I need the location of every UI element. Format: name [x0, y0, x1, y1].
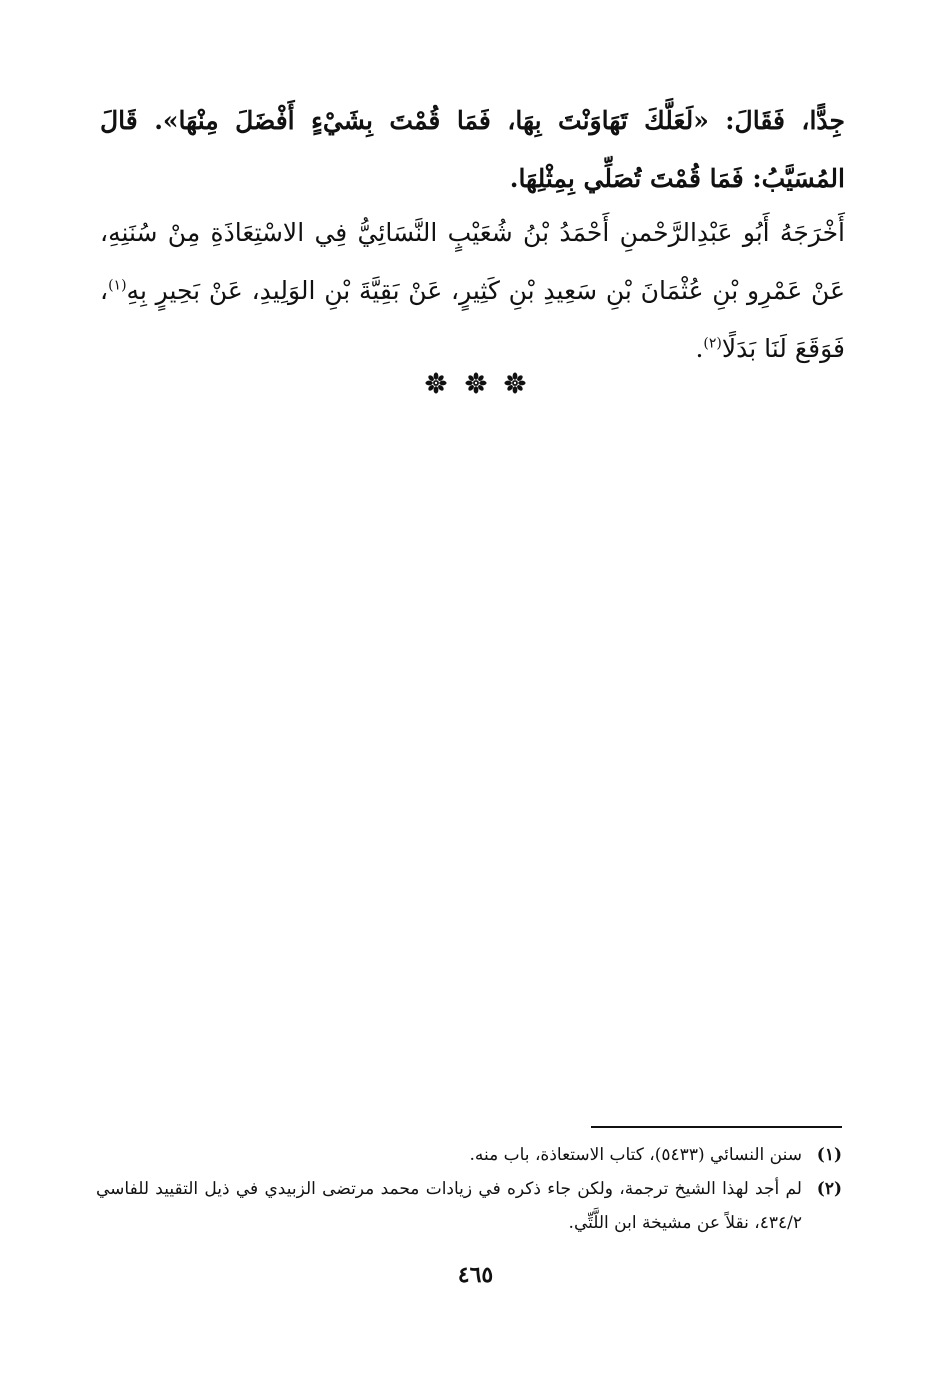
- section-divider-ornaments: [0, 372, 951, 394]
- para2-middle: ، فَوَقَعَ لَنَا بَدَلًا: [100, 276, 845, 363]
- para1-part2: لَعَلَّكَ تَهَاوَنْتَ بِهَا، فَمَا قُمْتَ بِشَيْءٍ أَفْضَلَ مِنْهَا: [178, 106, 694, 135]
- footnote-2: [96, 1172, 842, 1240]
- para1-part1: جِدًّا، فَقَالَ: «: [693, 106, 845, 135]
- footnote-separator: [591, 1126, 842, 1128]
- paragraph-hadith-text: [100, 92, 845, 208]
- para1-part3: ». قَالَ المُسَيَّبُ:: [100, 106, 845, 193]
- flower-ornament-icon: [504, 372, 526, 394]
- flower-ornament-icon: [465, 372, 487, 394]
- footnote-ref-2[interactable]: (٢): [703, 335, 722, 352]
- footnotes: [96, 1138, 842, 1240]
- flower-ornament-icon: [425, 372, 447, 394]
- footnote-number: (٢): [816, 1179, 842, 1199]
- para1-part5: .: [509, 164, 519, 193]
- page-number: ٤٦٥: [457, 1262, 494, 1288]
- footnote-ref-1[interactable]: (١): [108, 277, 127, 294]
- para2-text: أَخْرَجَهُ أَبُو عَبْدِالرَّحْمنِ أَحْمَدُ بْنُ شُعَيْبٍ النَّسَائِيُّ فِي الاسْتِعَاذَةِ مِنْ سُنَنِهِ، عَنْ عَمْرِو بْنِ عُثْمَانَ بْنِ سَعِيدِ بْنِ كَثِيرٍ، عَنْ بَقِيَّةَ بْنِ الوَلِيدِ، عَنْ بَحِيرٍ بِهِ: [100, 218, 845, 305]
- para1-part4: فَمَا قُمْتَ تُصَلِّي بِمِثْلِهَا: [518, 164, 744, 193]
- footnote-text: سنن النسائي (٥٤٣٣)، كتاب الاستعاذة، باب منه.: [469, 1145, 802, 1165]
- footnote-1: [96, 1138, 842, 1172]
- paragraph-takhrij: [100, 204, 845, 378]
- footnote-text: لم أجد لهذا الشيخ ترجمة، ولكن جاء ذكره في زيادات محمد مرتضى الزبيدي في ذيل التقييد للفاسي ٤٣٤/٢، نقلاً عن مشيخة ابن اللَّتِّي.: [96, 1179, 802, 1233]
- footnote-number: (١): [816, 1145, 842, 1165]
- para2-end: .: [695, 334, 704, 363]
